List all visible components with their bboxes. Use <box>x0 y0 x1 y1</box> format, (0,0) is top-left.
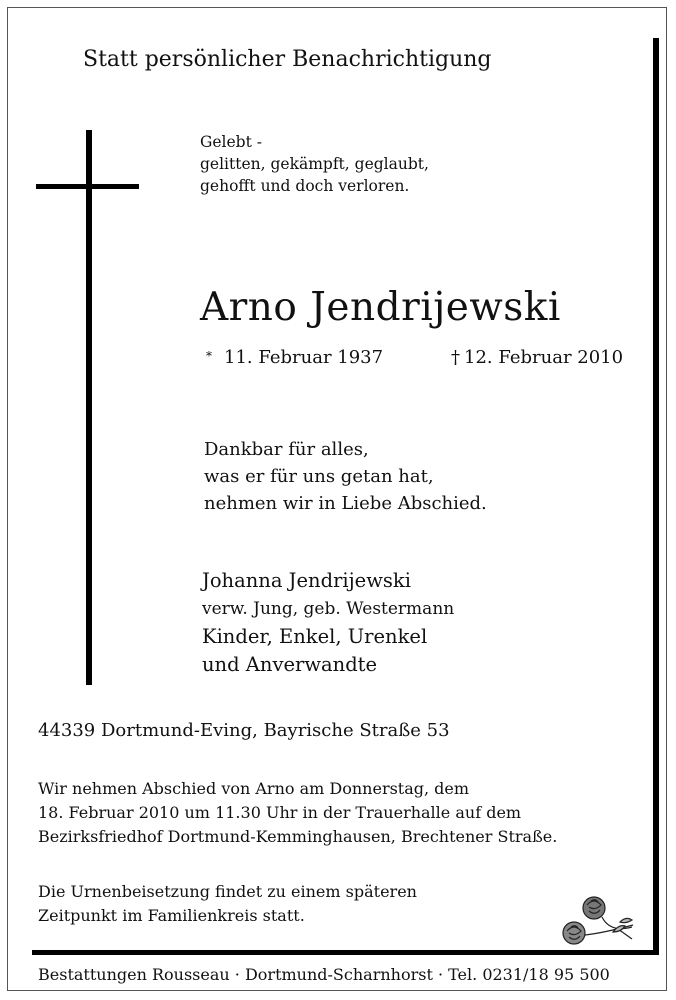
funeral-notice <box>38 777 557 849</box>
rose-icon <box>558 888 640 950</box>
footer-undertaker: Bestattungen Rousseau · Dortmund-Scharnhorst · Tel. 0231/18 95 500 <box>38 965 610 984</box>
mourners <box>202 567 454 679</box>
mourner-line: Johanna Jendrijewski <box>202 569 411 592</box>
deceased-name: Arno Jendrijewski <box>200 285 561 330</box>
urn-line: Zeitpunkt im Familienkreis statt. <box>38 906 305 925</box>
thanks-line: nehmen wir in Liebe Abschied. <box>204 493 487 514</box>
card-shadow-right <box>653 38 659 955</box>
urn-line: Die Urnenbeisetzung findet zu einem späteren <box>38 882 417 901</box>
header-title: Statt persönlicher Benachrichtigung <box>83 47 492 72</box>
funeral-line: Wir nehmen Abschied von Arno am Donnerstag, dem <box>38 779 470 798</box>
thanks-text <box>204 436 487 517</box>
motto-line: gehofft und doch verloren. <box>200 177 410 195</box>
birth-date-text: 11. Februar 1937 <box>224 347 384 368</box>
birth-date <box>206 347 383 368</box>
mourner-line: und Anverwandte <box>202 653 378 676</box>
card-shadow-bottom <box>32 950 659 955</box>
motto-line: Gelebt - <box>200 133 262 151</box>
motto <box>200 131 429 197</box>
motto-line: gelitten, gekämpft, geglaubt, <box>200 155 429 173</box>
urn-notice <box>38 880 417 928</box>
cross-icon <box>86 130 92 685</box>
death-dagger-icon: † <box>451 347 460 368</box>
thanks-line: Dankbar für alles, <box>204 439 369 460</box>
cross-icon-bar <box>36 184 139 189</box>
birth-star-icon: * <box>206 349 212 363</box>
funeral-line: 18. Februar 2010 um 11.30 Uhr in der Trauerhalle auf dem <box>38 803 522 822</box>
mourner-line: verw. Jung, geb. Westermann <box>202 599 455 619</box>
thanks-line: was er für uns getan hat, <box>204 466 434 487</box>
death-date <box>451 347 623 368</box>
family-address: 44339 Dortmund-Eving, Bayrische Straße 53 <box>38 720 450 741</box>
death-date-text: 12. Februar 2010 <box>464 347 624 368</box>
funeral-line: Bezirksfriedhof Dortmund-Kemminghausen, Brechtener Straße. <box>38 827 558 846</box>
mourner-line: Kinder, Enkel, Urenkel <box>202 625 428 648</box>
